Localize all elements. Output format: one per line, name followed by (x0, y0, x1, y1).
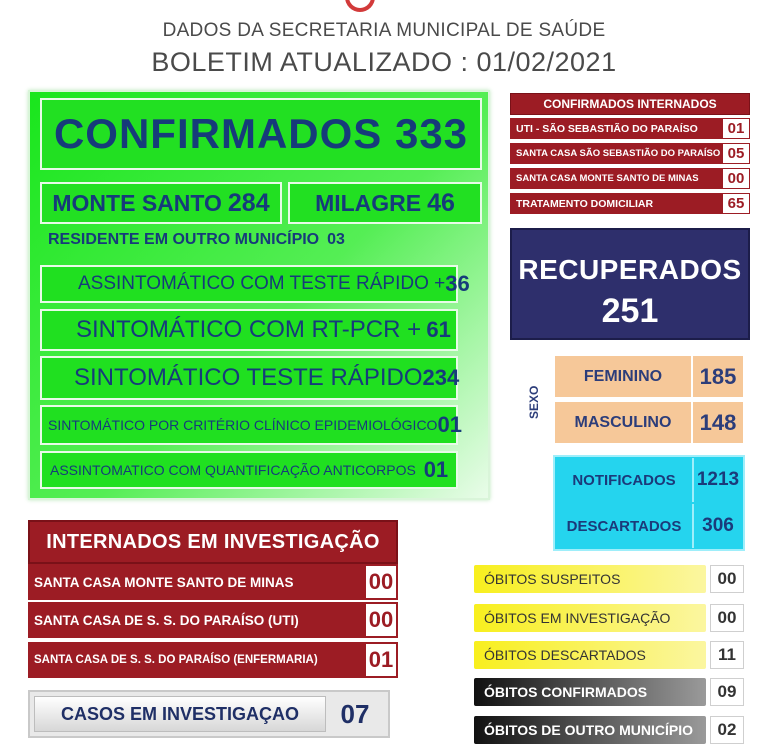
obito-label: ÓBITOS DESCARTADOS (474, 641, 706, 669)
confirmados-row (40, 451, 458, 489)
obito-row (474, 604, 744, 632)
notificacao-value: 306 (692, 504, 742, 548)
obito-value: 11 (710, 641, 744, 669)
recuperados-label: RECUPERADOS (518, 254, 742, 285)
internado-row (510, 193, 750, 214)
confirmados-row-label: ASSINTOMÁTICO COM TESTE RÁPIDO + (78, 273, 446, 294)
obito-value: 02 (710, 716, 744, 744)
sexo-row-label: FEMININO (583, 367, 663, 385)
obito-row (474, 678, 744, 706)
outro-municipio-value: 03 (327, 231, 345, 248)
internado-row (510, 143, 750, 164)
milagre-label: MILAGRE (315, 189, 422, 216)
casos-investigacao-label: CASOS EM INVESTIGAÇAO (34, 696, 326, 732)
notificacao-row (556, 504, 742, 548)
confirmados-row (40, 265, 470, 303)
confirmados-row (40, 356, 458, 400)
notificacao-label: NOTIFICADOS (572, 471, 676, 489)
confirmados-row-value: 01 (437, 412, 462, 437)
investigacao-row (28, 642, 398, 678)
obito-value: 00 (710, 604, 744, 632)
confirmados-row-label: SINTOMÁTICO TESTE RÁPIDO (74, 364, 423, 391)
milagre-value: 46 (427, 188, 455, 217)
sexo-row-label: MASCULINO (574, 413, 672, 431)
obito-label: ÓBITOS DE OUTRO MUNICÍPIO (474, 716, 706, 744)
sexo-row-value: 148 (691, 402, 743, 443)
monte-santo-label: MONTE SANTO (52, 189, 222, 216)
internado-label: UTI - SÃO SEBASTIÃO DO PARAÍSO (510, 118, 722, 139)
confirmados-row-label: SINTOMÁTICO POR CRITÉRIO CLÍNICO EPIDEMIOLÓGICO (48, 417, 438, 433)
obito-row (474, 641, 744, 669)
confirmados-row-label: SINTOMÁTICO COM RT-PCR + (76, 316, 422, 343)
internado-label: SANTA CASA MONTE SANTO DE MINAS (510, 168, 722, 189)
sexo-row-value: 185 (691, 356, 743, 397)
obito-label: ÓBITOS CONFIRMADOS (474, 678, 706, 706)
sexo-row (553, 354, 745, 399)
investigacao-value: 00 (364, 564, 398, 600)
header-secretaria: DADOS DA SECRETARIA MUNICIPAL DE SAÚDE (162, 20, 606, 41)
confirmados-row-value: 234 (422, 365, 460, 390)
monte-santo-value: 284 (227, 188, 270, 217)
confirmados-row-value: 36 (445, 271, 470, 296)
recuperados-box (510, 228, 750, 340)
outro-municipio-row (48, 227, 468, 253)
internado-value: 05 (722, 143, 750, 164)
casos-investigacao-box (28, 690, 390, 738)
investigacao-label: SANTA CASA MONTE SANTO DE MINAS (28, 564, 364, 600)
recuperados-value: 251 (601, 292, 659, 330)
confirmados-internados-title: CONFIRMADOS INTERNADOS (510, 93, 750, 115)
confirmados-total: CONFIRMADOS 333 (40, 98, 482, 170)
obito-label: ÓBITOS EM INVESTIGAÇÃO (474, 604, 706, 632)
monte-santo-box (40, 182, 282, 224)
milagre-box (288, 182, 482, 224)
internado-row (510, 118, 750, 139)
confirmados-row-label: ASSINTOMATICO COM QUANTIFICAÇÃO ANTICORPOS (50, 462, 416, 478)
internado-label: TRATAMENTO DOMICILIAR (510, 193, 722, 214)
casos-investigacao-value: 07 (340, 698, 370, 729)
internado-value: 65 (722, 193, 750, 214)
internados-investigacao-title: INTERNADOS EM INVESTIGAÇÃO (28, 520, 398, 564)
investigacao-row (28, 564, 398, 600)
confirmados-row (40, 405, 462, 445)
notificacao-value: 1213 (692, 458, 742, 502)
outro-municipio-label: RESIDENTE EM OUTRO MUNICÍPIO (48, 231, 320, 248)
obito-row (474, 565, 744, 593)
investigacao-row (28, 602, 398, 638)
internado-value: 01 (722, 118, 750, 139)
logo-arc (345, 0, 375, 12)
investigacao-value: 01 (364, 642, 398, 678)
confirmados-row-value: 61 (426, 317, 451, 342)
internado-row (510, 168, 750, 189)
confirmados-row-value: 01 (423, 457, 449, 482)
notificacao-label: DESCARTADOS (566, 517, 682, 535)
obito-value: 09 (710, 678, 744, 706)
internado-label: SANTA CASA SÃO SEBASTIÃO DO PARAÍSO (510, 143, 722, 164)
sexo-label: SEXO (527, 385, 541, 419)
obito-row (474, 716, 744, 744)
internado-value: 00 (722, 168, 750, 189)
notificacao-row (556, 458, 742, 502)
obito-label: ÓBITOS SUSPEITOS (474, 565, 706, 593)
investigacao-value: 00 (364, 602, 398, 638)
header-boletim-date: BOLETIM ATUALIZADO : 01/02/2021 (151, 47, 617, 77)
sexo-row (553, 400, 745, 445)
investigacao-label: SANTA CASA DE S. S. DO PARAÍSO (ENFERMARIA) (28, 642, 364, 678)
investigacao-label: SANTA CASA DE S. S. DO PARAÍSO (UTI) (28, 602, 364, 638)
obito-value: 00 (710, 565, 744, 593)
confirmados-row (40, 309, 458, 351)
